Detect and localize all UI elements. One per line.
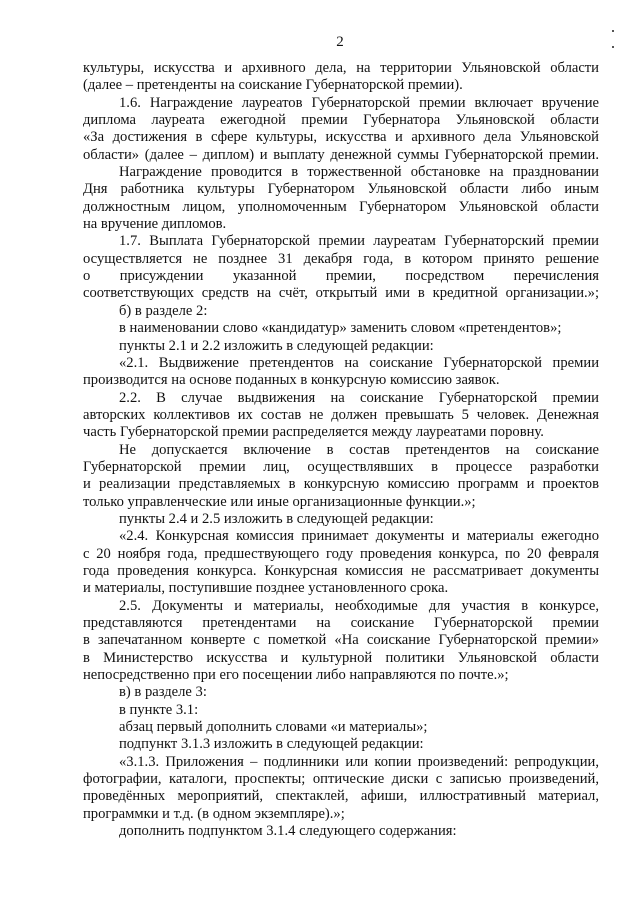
text-line: Дня работника культуры Губернатором Ульяновской области либо иным <box>83 181 599 198</box>
text-line: в Министерство искусства и культурной политики Ульяновской области <box>83 649 599 666</box>
text-line: авторских коллективов их состав не должен превышать 5 человек. Денежная <box>83 406 599 423</box>
text-line: непосредственно при его посещении либо направляются по почте.»; <box>83 667 509 684</box>
text-line: абзац первый дополнить словами «и материалы»; <box>119 719 428 736</box>
text-line: 2.2. В случае выдвижения на соискание Губернаторской премии <box>119 389 599 406</box>
text-line: 1.7. Выплата Губернаторской премии лауреатам Губернаторский премии <box>119 233 599 250</box>
document-body <box>83 60 599 840</box>
text-line: программки и т.д. (в одном экземпляре).»; <box>83 805 345 822</box>
text-line: представляются претендентами на соискание Губернаторской премии <box>83 615 599 631</box>
text-line: с 20 ноября года, предшествующего году проведения конкурса, по 20 февраля <box>83 545 599 562</box>
text-line: и материалы, поступившие позднее установленного срока. <box>83 580 449 597</box>
text-line: диплома лауреата ежегодной премии Губернатора Ульяновской области <box>83 112 599 129</box>
text-line: «3.1.3. Приложения – подлинники или копии произведений: репродукции, <box>119 753 599 770</box>
text-line: 1.6. Награждение лауреатов Губернаторской премии включает вручение <box>119 94 599 111</box>
text-line: в наименовании слово «кандидатур» заменить словом «претендентов»; <box>119 320 562 337</box>
text-line: пункты 2.4 и 2.5 изложить в следующей редакции: <box>119 510 434 527</box>
text-line: осуществляется не позднее 31 декабря года, в котором принято решение <box>83 250 599 267</box>
text-line: фотографии, каталоги, проспекты; оптические диски с записью произведений, <box>83 771 599 788</box>
text-line: (далее – претенденты на соискание Губернаторской премии). <box>83 77 463 94</box>
text-line: в запечатанном конверте с пометкой «На соискание Губернаторской премии» <box>83 632 599 649</box>
text-line: пункты 2.1 и 2.2 изложить в следующей редакции: <box>119 337 434 354</box>
text-line: в) в разделе 3: <box>119 684 207 701</box>
text-line: часть Губернаторской премии распределяется между лауреатами поровну. <box>83 424 544 441</box>
text-line: о присуждении указанной премии, посредством перечисления <box>83 268 599 285</box>
text-line: Губернаторской премии лиц, осуществлявших в процессе разработки <box>83 458 599 475</box>
text-line: производится на основе поданных в конкурсную комиссию заявок. <box>83 372 500 389</box>
page-number: 2 <box>336 34 344 50</box>
text-line: 2.5. Документы и материалы, необходимые для участия в конкурсе, <box>119 597 599 614</box>
text-line: Не допускается включение в состав претендентов на соискание <box>119 441 599 458</box>
text-line: должностным лицом, уполномоченным Губернатором Ульяновской области <box>83 198 599 215</box>
text-line: Награждение проводится в торжественной обстановке на праздновании <box>119 164 599 181</box>
text-line: дополнить подпунктом 3.1.4 следующего содержания: <box>119 823 457 840</box>
text-line: «2.4. Конкурсная комиссия принимает документы и материалы ежегодно <box>119 528 599 545</box>
text-line: культуры, искусства и архивного дела, на территории Ульяновской области <box>83 60 599 76</box>
scan-speck <box>612 46 614 48</box>
scan-speck <box>612 30 614 32</box>
text-line: подпункт 3.1.3 изложить в следующей редакции: <box>119 736 424 753</box>
text-line: проведённых мероприятий, спектаклей, афиши, иллюстративный материал, <box>83 788 599 805</box>
text-line: соответствующих средств на счёт, открытый ими в кредитной организации.»; <box>83 285 599 302</box>
text-line: года проведения конкурса. Конкурсная комиссия не рассматривает документы <box>83 562 599 579</box>
text-line: на вручение дипломов. <box>83 216 227 233</box>
text-line: в пункте 3.1: <box>119 701 199 718</box>
text-line: только управленческие или иные организационные функции.»; <box>83 493 476 510</box>
text-line: «За достижения в сфере культуры, искусства и архивного дела Ульяновской <box>83 129 599 146</box>
text-line: области» (далее – диплом) и выплату денежной суммы Губернаторской премии. <box>83 146 599 163</box>
text-line: «2.1. Выдвижение претендентов на соискание Губернаторской премии <box>119 354 599 371</box>
text-line: и реализации представляемых в конкурсную комиссию программ и проектов <box>83 476 599 493</box>
text-line: б) в разделе 2: <box>119 302 208 319</box>
